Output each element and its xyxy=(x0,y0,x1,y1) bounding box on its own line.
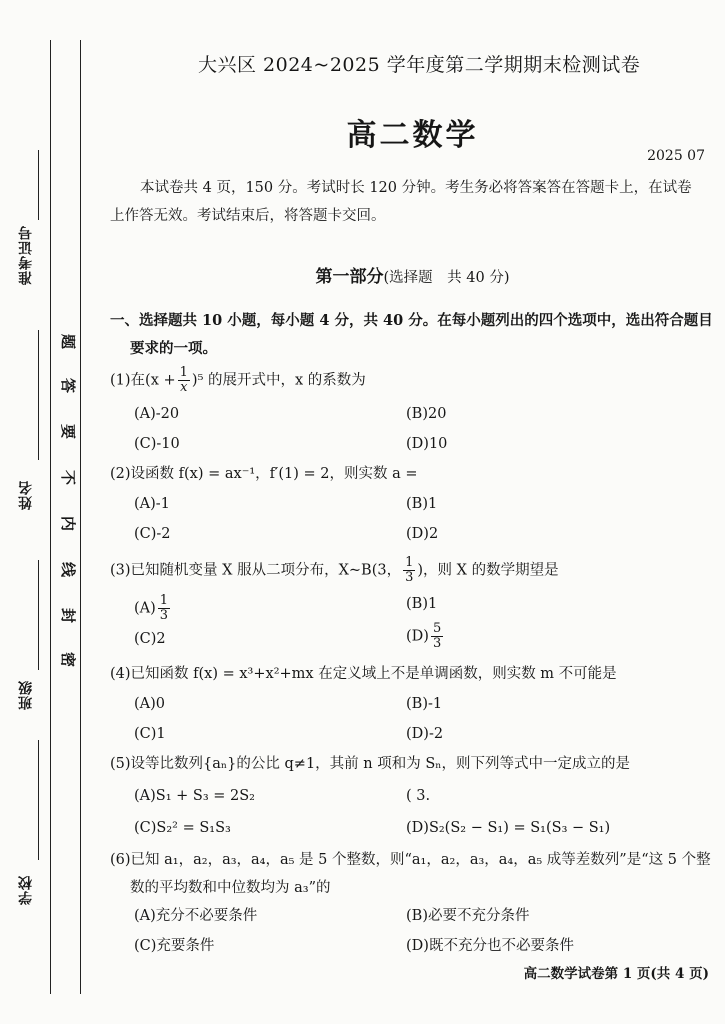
section-title: 第一部分 xyxy=(315,267,384,287)
question-1-stem-a: (1)在(x + xyxy=(110,372,176,389)
school-label: 学校 xyxy=(18,875,34,905)
binding-line xyxy=(50,40,51,994)
seal-char: 封 xyxy=(61,606,76,624)
section-subtitle: (选择题 共 40 分) xyxy=(383,270,510,286)
question-6-stem-line-1: (6)已知 a₁，a₂，a₃，a₄，a₅ 是 5 个整数，则“a₁，a₂，a₃，a₄，a₅ 成等差数列”是“这 5 个整 xyxy=(110,852,711,868)
question-1-option-d[interactable]: (D)10 xyxy=(406,436,448,452)
exam-page xyxy=(110,0,715,1024)
question-4-option-c[interactable]: (C)1 xyxy=(134,726,166,742)
question-5-option-d[interactable]: (D)S₂(S₂ − S₁) = S₁(S₃ − S₁) xyxy=(406,820,611,836)
name-underline xyxy=(38,330,39,460)
question-2-option-c[interactable]: (C)-2 xyxy=(134,526,171,542)
question-4-stem: (4)已知函数 f(x) = x³+x²+mx 在定义域上不是单调函数，则实数 m 不可能是 xyxy=(110,666,617,682)
question-6-option-c[interactable]: (C)充要条件 xyxy=(134,938,215,954)
question-2-option-a[interactable]: (A)-1 xyxy=(134,496,170,512)
question-3-option-a[interactable] xyxy=(134,594,172,623)
question-6-option-d[interactable]: (D)既不充分也不必要条件 xyxy=(406,938,574,954)
option-label: (D) xyxy=(406,628,429,645)
page-footer: 高二数学试卷第 1 页(共 4 页) xyxy=(523,966,709,982)
option-label: (A) xyxy=(134,600,156,617)
question-3-option-d[interactable] xyxy=(406,622,445,651)
question-1-fraction xyxy=(178,366,190,395)
fraction-denominator: 3 xyxy=(432,636,442,651)
seal-char: 题 xyxy=(61,332,76,350)
class-label: 班级 xyxy=(18,680,34,710)
instructions-line-1: 一、选择题共 10 小题，每小题 4 分，共 40 分。在每小题列出的四个选项中，选出符合题目 xyxy=(110,312,713,329)
fraction-numerator: 1 xyxy=(405,555,414,570)
question-5-option-b[interactable]: ( 3. xyxy=(406,788,431,804)
question-5-option-a[interactable]: (A)S₁ + S₃ = 2S₂ xyxy=(134,788,255,804)
seal-line xyxy=(80,40,81,994)
section-heading xyxy=(110,262,715,287)
fraction-denominator: x xyxy=(180,380,188,395)
instructions-line-2: 要求的一项。 xyxy=(130,340,217,357)
seal-char: 要 xyxy=(61,422,76,440)
question-6-stem-line-2: 数的平均数和中位数均为 a₃”的 xyxy=(130,880,331,896)
question-2-option-d[interactable]: (D)2 xyxy=(406,526,439,542)
question-6-option-b[interactable]: (B)必要不充分条件 xyxy=(406,908,530,924)
exam-id-label: 准考证号 xyxy=(18,225,34,285)
binding-margin xyxy=(0,0,100,1024)
question-4-option-d[interactable]: (D)-2 xyxy=(406,726,444,742)
seal-char: 内 xyxy=(61,514,76,532)
exam-date: 2025 07 xyxy=(647,148,705,164)
exam-id-underline xyxy=(38,150,39,220)
question-3-stem xyxy=(110,556,559,585)
fraction-denominator: 3 xyxy=(405,570,414,585)
name-label: 姓名 xyxy=(18,480,34,510)
question-3-option-c[interactable]: (C)2 xyxy=(134,631,166,647)
question-6-option-a[interactable]: (A)充分不必要条件 xyxy=(134,908,258,924)
question-5-option-c[interactable]: (C)S₂² = S₁S₃ xyxy=(134,820,231,836)
option-fraction xyxy=(158,594,170,623)
class-underline xyxy=(38,560,39,670)
fraction-denominator: 3 xyxy=(159,608,169,623)
exam-title: 大兴区 2024~2025 学年度第二学期期末检测试卷 xyxy=(198,54,641,76)
school-underline xyxy=(38,740,39,860)
question-1-stem-b: )⁵ 的展开式中，x 的系数为 xyxy=(191,372,366,389)
question-1-stem xyxy=(110,366,366,395)
fraction-numerator: 1 xyxy=(179,365,188,380)
fraction-numerator: 5 xyxy=(432,621,442,636)
question-1-option-a[interactable]: (A)-20 xyxy=(134,406,180,422)
seal-char: 密 xyxy=(61,650,76,668)
option-fraction xyxy=(431,622,443,651)
question-3-fraction xyxy=(403,556,415,585)
question-2-stem: (2)设函数 f(x) = ax⁻¹，f′(1) = 2，则实数 a = xyxy=(110,466,418,482)
subject-title: 高二数学 xyxy=(346,118,479,153)
question-2-option-b[interactable]: (B)1 xyxy=(406,496,438,512)
question-1-option-c[interactable]: (C)-10 xyxy=(134,436,180,452)
question-1-option-b[interactable]: (B)20 xyxy=(406,406,447,422)
notice-line-2: 上作答无效。考试结束后，将答题卡交回。 xyxy=(110,208,386,224)
question-3-stem-b: )，则 X 的数学期望是 xyxy=(417,562,559,579)
question-4-option-a[interactable]: (A)0 xyxy=(134,696,166,712)
seal-char: 不 xyxy=(61,468,76,486)
question-3-option-b[interactable]: (B)1 xyxy=(406,596,438,612)
seal-char: 线 xyxy=(61,560,76,578)
question-5-stem: (5)设等比数列{aₙ}的公比 q≠1，其前 n 项和为 Sₙ，则下列等式中一定成立的是 xyxy=(110,756,631,772)
question-4-option-b[interactable]: (B)-1 xyxy=(406,696,443,712)
notice-line-1: 本试卷共 4 页，150 分。考试时长 120 分钟。考生务必将答案答在答题卡上，在试卷 xyxy=(140,180,692,196)
fraction-numerator: 1 xyxy=(159,593,169,608)
question-3-stem-a: (3)已知随机变量 X 服从二项分布，X~B(3， xyxy=(110,562,402,579)
seal-char: 答 xyxy=(61,376,76,394)
